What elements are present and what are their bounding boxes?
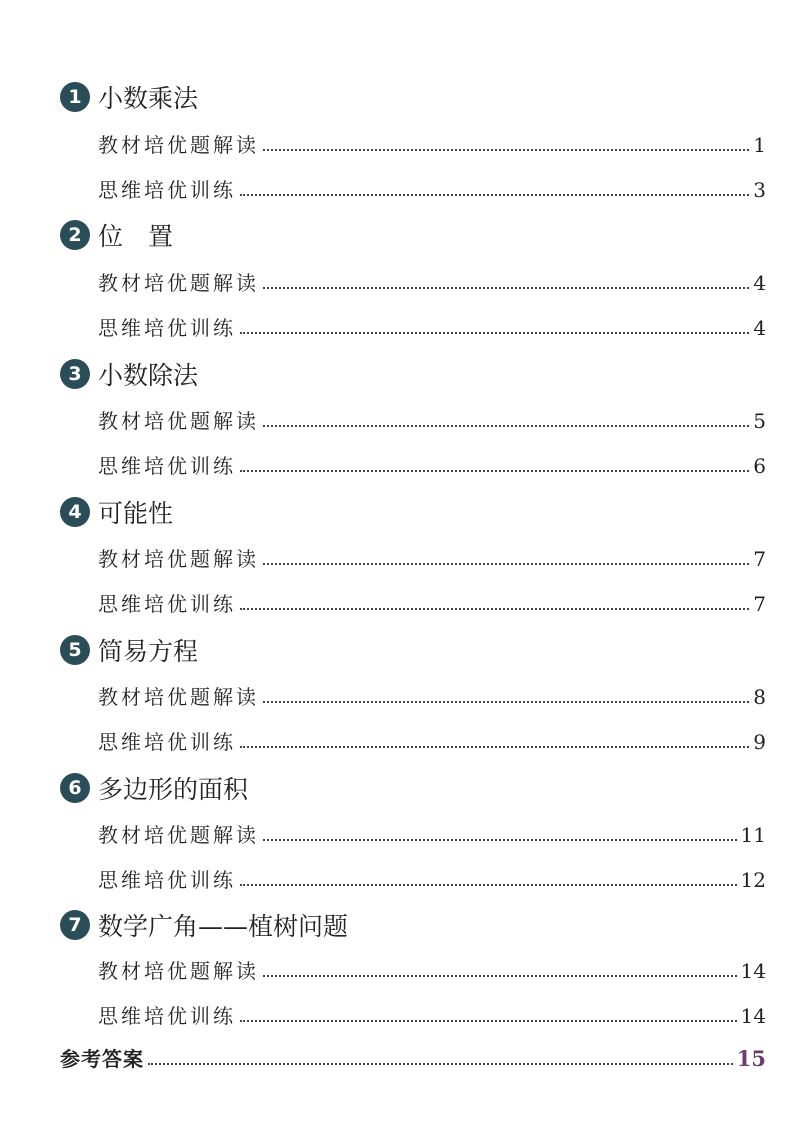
toc-entry-training[interactable]	[98, 311, 766, 341]
chapter-5-heading[interactable]	[60, 633, 198, 667]
dot-leader	[263, 975, 737, 977]
page-number: 12	[740, 868, 766, 892]
dot-leader	[263, 839, 737, 841]
toc-entry-textbook[interactable]	[98, 542, 766, 572]
page-number: 1	[753, 133, 766, 157]
entry-label: 教材培优题解读	[98, 823, 259, 847]
chapter-title: 小数除法	[98, 361, 199, 390]
page-number: 3	[753, 178, 766, 202]
dot-leader	[240, 332, 749, 334]
dot-leader	[240, 470, 749, 472]
page-number: 11	[740, 823, 766, 847]
chapter-1-heading[interactable]	[60, 80, 198, 114]
dot-leader	[240, 608, 749, 610]
entry-label: 教材培优题解读	[98, 959, 259, 983]
page-number: 4	[753, 316, 766, 340]
entry-label: 思维培优训练	[98, 454, 236, 478]
chapter-3-heading[interactable]	[60, 357, 198, 391]
entry-label: 教材培优题解读	[98, 685, 259, 709]
entry-label: 思维培优训练	[98, 868, 236, 892]
chapter-title: 多边形的面积	[98, 775, 249, 804]
chapter-title: 小数乘法	[98, 84, 199, 113]
chapter-title: 简易方程	[98, 637, 199, 666]
entry-label: 教材培优题解读	[98, 271, 259, 295]
chapter-number-badge: 6	[60, 773, 90, 803]
toc-entry-textbook[interactable]	[98, 128, 766, 158]
toc-entry-textbook[interactable]	[98, 818, 766, 848]
page-number: 14	[740, 959, 766, 983]
dot-leader	[148, 1063, 733, 1065]
toc-entry-training[interactable]	[98, 999, 766, 1029]
dot-leader	[240, 194, 749, 196]
entry-label: 教材培优题解读	[98, 133, 259, 157]
dot-leader	[263, 701, 749, 703]
chapter-2-heading[interactable]	[60, 218, 173, 252]
chapter-number-badge: 4	[60, 497, 90, 527]
toc-entry-training[interactable]	[98, 863, 766, 893]
chapter-number-badge: 1	[60, 82, 90, 112]
page-number: 9	[753, 730, 766, 754]
toc-entry-training[interactable]	[98, 587, 766, 617]
entry-label: 思维培优训练	[98, 592, 236, 616]
page-number: 5	[753, 409, 766, 433]
chapter-title: 位 置	[98, 222, 174, 251]
answers-page-number: 15	[736, 1046, 766, 1071]
chapter-number-badge: 7	[60, 910, 90, 940]
dot-leader	[263, 287, 749, 289]
toc-entry-training[interactable]	[98, 725, 766, 755]
dot-leader	[240, 1020, 737, 1022]
page-number: 6	[753, 454, 766, 478]
entry-label: 教材培优题解读	[98, 547, 259, 571]
chapter-6-heading[interactable]	[60, 771, 248, 805]
page-number: 8	[753, 685, 766, 709]
toc-entry-training[interactable]	[98, 449, 766, 479]
chapter-7-heading[interactable]	[60, 908, 348, 942]
toc-entry-training[interactable]	[98, 173, 766, 203]
page-number: 7	[753, 592, 766, 616]
chapter-title: 数学广角——植树问题	[98, 912, 349, 941]
answers-label: 参考答案	[60, 1047, 144, 1071]
toc-entry-answers[interactable]	[60, 1040, 766, 1072]
toc-entry-textbook[interactable]	[98, 954, 766, 984]
dot-leader	[263, 149, 749, 151]
entry-label: 思维培优训练	[98, 316, 236, 340]
dot-leader	[263, 563, 749, 565]
chapter-4-heading[interactable]	[60, 495, 173, 529]
entry-label: 教材培优题解读	[98, 409, 259, 433]
entry-label: 思维培优训练	[98, 730, 236, 754]
toc-entry-textbook[interactable]	[98, 404, 766, 434]
chapter-number-badge: 5	[60, 635, 90, 665]
page-number: 4	[753, 271, 766, 295]
chapter-title: 可能性	[98, 499, 174, 528]
entry-label: 思维培优训练	[98, 1004, 236, 1028]
entry-label: 思维培优训练	[98, 178, 236, 202]
toc-entry-textbook[interactable]	[98, 680, 766, 710]
page-number: 14	[740, 1004, 766, 1028]
dot-leader	[240, 884, 737, 886]
toc-entry-textbook[interactable]	[98, 266, 766, 296]
dot-leader	[240, 746, 749, 748]
page-number: 7	[753, 547, 766, 571]
dot-leader	[263, 425, 749, 427]
chapter-number-badge: 3	[60, 359, 90, 389]
chapter-number-badge: 2	[60, 220, 90, 250]
